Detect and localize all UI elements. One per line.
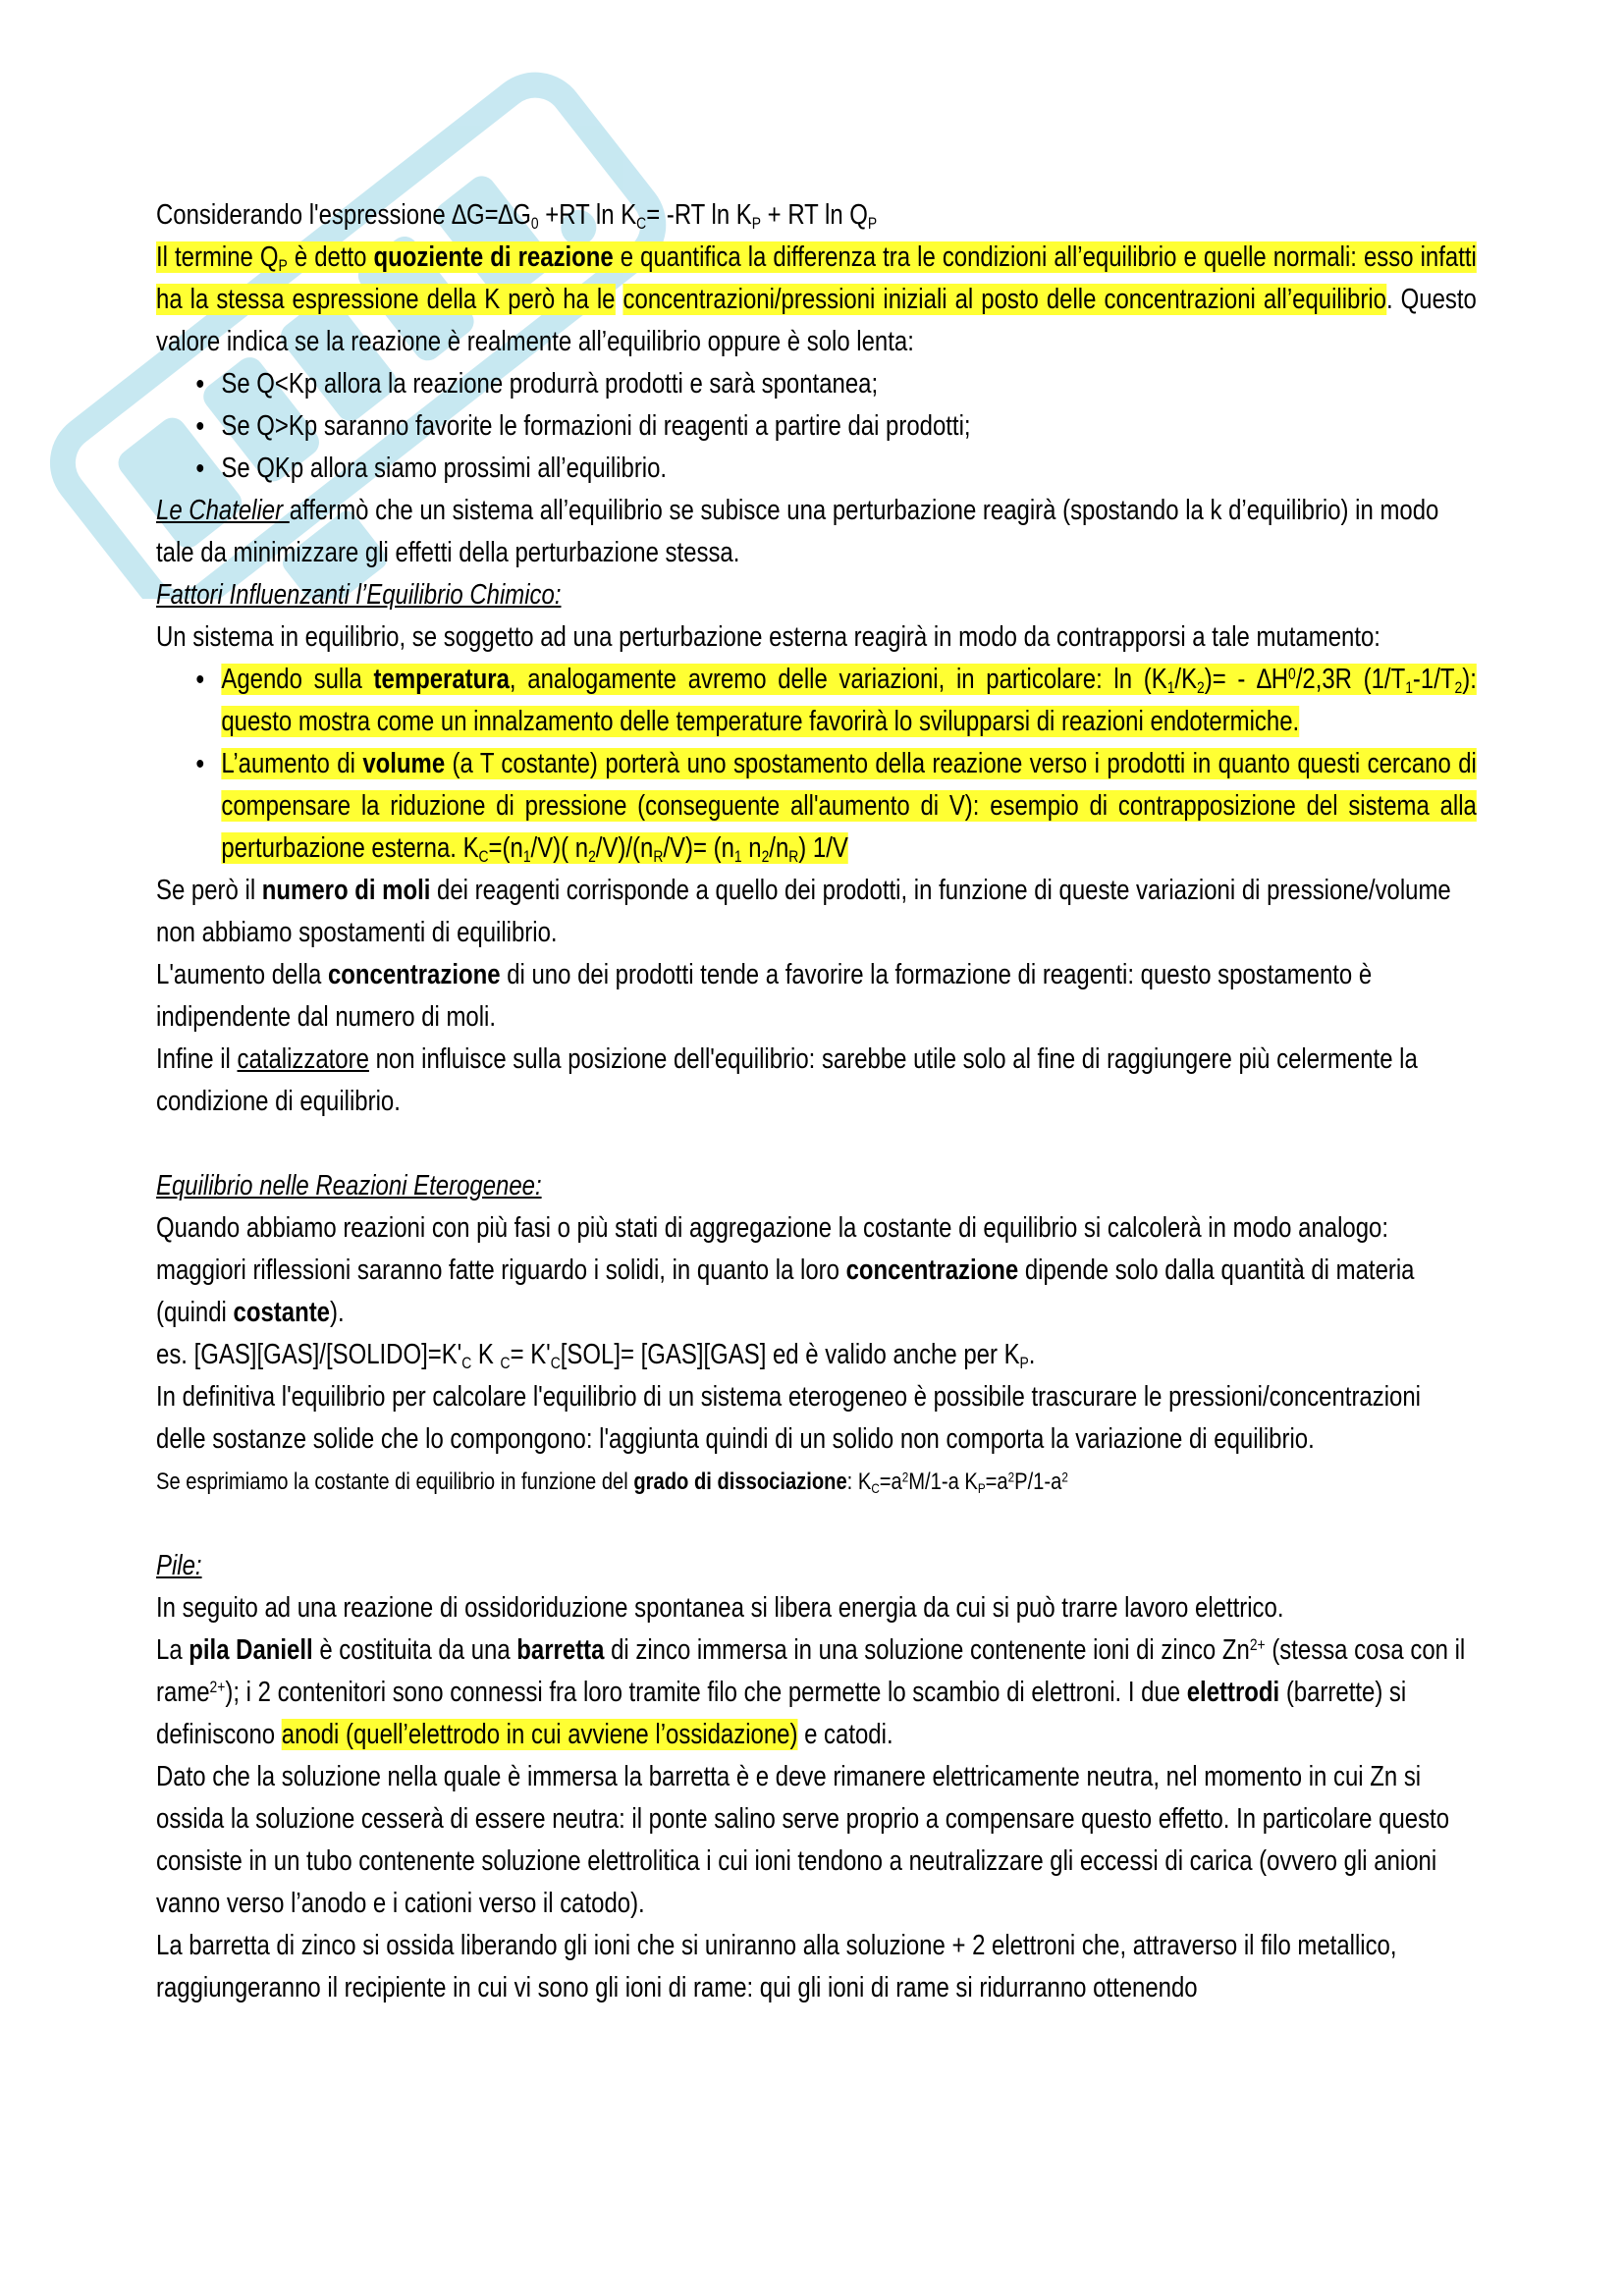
paragraph-perturbazione: Un sistema in equilibrio, se soggetto ad una perturbazione esterna reagirà in modo da contrapporsi a tale mutamento:	[156, 621, 1380, 653]
spacer	[156, 1123, 1477, 1165]
paragraph-numero-moli: Se però il numero di moli dei reagenti corrisponde a quello dei prodotti, in funzione di queste variazioni di pressione/volume non abbiamo spostamenti di equilibrio.	[156, 875, 1451, 948]
heading-pile: Pile:	[156, 1550, 202, 1581]
paragraph-ossidoriduzione: In seguito ad una reazione di ossidoriduzione spontanea si libera energia da cui si può trarre lavoro elettrico.	[156, 1592, 1284, 1624]
paragraph-pila-daniell: La pila Daniell è costituita da una barretta di zinco immersa in una soluzione contenente ioni di zinco $Zn^{2+}$ (stessa cosa con il rame$^{2+}$); i 2 contenitori sono connessi fra loro tramite filo che permette lo scambio di elettroni. I due elettrodi (barrette) si definiscono anodi (quell’elettrodo in cui avviene l’ossidazione) e catodi.	[156, 1634, 1466, 1750]
paragraph-le-chatelier: Le Chatelier affermò che un sistema all’equilibrio se subisce una perturbazione reagirà (spostando la k d’equilibrio) in modo tale da minimizzare gli effetti della perturbazione stessa.	[156, 495, 1439, 568]
paragraph-dissociazione: Se esprimiamo la costante di equilibrio in funzione del grado di dissociazione: $K_C=a^2M/1-a$ $K_P=a^2P/1-a^2$	[156, 1468, 1068, 1497]
paragraph-concentrazione: L'aumento della concentrazione di uno dei prodotti tende a favorire la formazione di reagenti: questo spostamento è indipendente dal numero di moli.	[156, 959, 1373, 1033]
list-item: • Se QKp allora siamo prossimi all’equilibrio.	[156, 448, 1477, 490]
paragraph-definitiva: In definitiva l'equilibrio per calcolare l'equilibrio di un sistema eterogeneo è possibile trascurare le pressioni/concentrazioni delle sostanze solide che lo compongono: l'aggiunta quindi di un solido non comporta la variazione di equilibrio.	[156, 1381, 1421, 1455]
document-body	[156, 194, 1477, 2009]
paragraph-eterogenee: Quando abbiamo reazioni con più fasi o più stati di aggregazione la costante di equilibrio si calcolerà in modo analogo: maggiori riflessioni saranno fatte riguardo i solidi, in quanto la loro concentrazione dipende solo dalla quantità di materia (quindi costante).	[156, 1212, 1415, 1328]
list-item-volume: • L’aumento di volume (a T costante) porterà uno spostamento della reazione verso i prodotti in quanto questi cercano di compensare la riduzione di pressione (conseguente all'aumento di V): esempio di contrapposizione del sistema alla perturbazione esterna. $K_C=(n_1/V)$( $n_2/V)/(n_R/V)= (n_1$ $n_2/n_R$) 1/V	[156, 743, 1477, 870]
paragraph-barretta-zinco: La barretta di zinco si ossida liberando gli ioni che si uniranno alla soluzione + 2 elettroni che, attraverso il filo metallico, raggiungeranno il recipiente in cui vi sono gli ioni di rame: qui gli ioni di rame si ridurranno ottenendo	[156, 1930, 1397, 2003]
heading-eterogenee: Equilibrio nelle Reazioni Eterogenee:	[156, 1170, 542, 1201]
list-q-vs-kp	[156, 363, 1477, 490]
paragraph-ponte-salino: Dato che la soluzione nella quale è immersa la barretta è e deve rimanere elettricamente neutra, nel momento in cui Zn si ossida la soluzione cesserà di essere neutra: il ponte salino serve proprio a compensare questo effetto. In particolare questo consiste in un tubo contenente soluzione elettrolitica i cui ioni tendono a neutralizzare gli eccessi di carica (ovvero gli anioni vanno verso l’anodo e i cationi verso il catodo).	[156, 1761, 1450, 1919]
paragraph-delta-g: Considerando l'espressione $\Delta G=\Delta G_0 +RT$ $\ln K_C= -RT$ $\ln K_P$ + RT $\ln Q_P$	[156, 199, 878, 233]
paragraph-esempio: es. $[GAS][GAS]/[SOLIDO]=K'_C$ K $_C= K'_C[SOL]= [GAS][GAS]$ ed è valido anche per $K_P$.	[156, 1339, 1036, 1372]
heading-fattori: Fattori Influenzanti l’Equilibrio Chimico:	[156, 579, 562, 611]
list-item: • Se Q<Kp allora la reazione produrrà prodotti e sarà spontanea;	[156, 363, 1477, 405]
paragraph-catalizzatore: Infine il catalizzatore non influisce sulla posizione dell'equilibrio: sarebbe utile solo al fine di raggiungere più celermente la condizione di equilibrio.	[156, 1043, 1418, 1117]
list-item: • Se Q>Kp saranno favorite le formazioni di reagenti a partire dai prodotti;	[156, 405, 1477, 448]
list-item-temperatura: • Agendo sulla temperatura, analogamente avremo delle variazioni, in particolare: $\ln (K_1/K_2)= - \Delta H^0/2,3R$ $(1/T_1-1/T_2)$: questo mostra come un innalzamento delle temperature favorirà lo svilupparsi di reazioni endotermiche.	[156, 659, 1477, 743]
paragraph-quoziente: Il termine $Q_P$ è detto quoziente di reazione e quantifica la differenza tra le condizioni all’equilibrio e quelle normali: esso infatti ha la stessa espressione della K però ha le concentrazioni/pressioni iniziali al posto delle concentrazioni all’equilibrio. Questo valore indica se la reazione è realmente all’equilibrio oppure è solo lenta:	[156, 241, 1477, 357]
list-fattori	[156, 659, 1477, 870]
spacer	[156, 1503, 1477, 1545]
